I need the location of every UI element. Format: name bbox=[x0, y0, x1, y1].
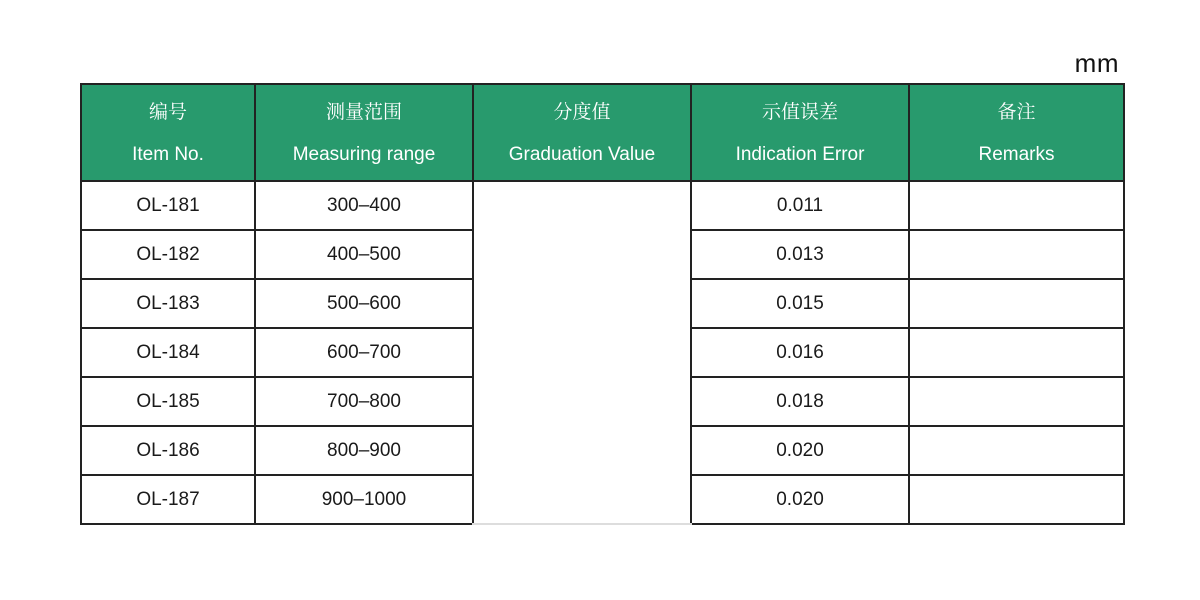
range-cell: 300–400 bbox=[255, 181, 473, 230]
unit-label: mm bbox=[1074, 48, 1119, 78]
error-cell: 0.020 bbox=[691, 475, 909, 524]
header-row bbox=[81, 84, 1124, 181]
header-measuring-range bbox=[255, 84, 473, 181]
item-no-cell: OL-183 bbox=[81, 279, 255, 328]
header-remarks bbox=[909, 84, 1124, 181]
header-item-no bbox=[81, 84, 255, 181]
range-cell: 900–1000 bbox=[255, 475, 473, 524]
range-cell: 700–800 bbox=[255, 377, 473, 426]
error-cell: 0.020 bbox=[691, 426, 909, 475]
remarks-cell bbox=[909, 230, 1124, 279]
table-row bbox=[81, 181, 1124, 230]
header-en-label: Indication Error bbox=[735, 143, 865, 165]
header-cn-label: 编号 bbox=[148, 100, 187, 123]
remarks-cell bbox=[909, 475, 1124, 524]
remarks-cell bbox=[909, 181, 1124, 230]
header-en-label: Item No. bbox=[132, 143, 204, 165]
error-cell: 0.018 bbox=[691, 377, 909, 426]
header-en-label: Measuring range bbox=[292, 143, 436, 165]
error-cell: 0.011 bbox=[691, 181, 909, 230]
remarks-cell bbox=[909, 377, 1124, 426]
error-cell: 0.016 bbox=[691, 328, 909, 377]
item-no-cell: OL-187 bbox=[81, 475, 255, 524]
header-indication-error bbox=[691, 84, 909, 181]
item-no-cell: OL-182 bbox=[81, 230, 255, 279]
range-cell: 800–900 bbox=[255, 426, 473, 475]
remarks-cell bbox=[909, 279, 1124, 328]
header-en-label: Graduation Value bbox=[508, 143, 656, 165]
header-graduation-value bbox=[473, 84, 691, 181]
header-en-label: Remarks bbox=[978, 143, 1055, 165]
header-cn-label: 测量范围 bbox=[325, 100, 402, 123]
range-cell: 400–500 bbox=[255, 230, 473, 279]
header-cn-label: 分度值 bbox=[553, 100, 611, 123]
header-cn-label: 备注 bbox=[997, 100, 1036, 123]
item-no-cell: OL-181 bbox=[81, 181, 255, 230]
header-cn-label: 示值误差 bbox=[761, 100, 838, 123]
item-no-cell: OL-184 bbox=[81, 328, 255, 377]
spec-table bbox=[80, 83, 1125, 525]
error-cell: 0.015 bbox=[691, 279, 909, 328]
item-no-cell: OL-186 bbox=[81, 426, 255, 475]
error-cell: 0.013 bbox=[691, 230, 909, 279]
range-cell: 500–600 bbox=[255, 279, 473, 328]
range-cell: 600–700 bbox=[255, 328, 473, 377]
remarks-cell bbox=[909, 328, 1124, 377]
item-no-cell: OL-185 bbox=[81, 377, 255, 426]
graduation-value-cell bbox=[473, 181, 691, 524]
remarks-cell bbox=[909, 426, 1124, 475]
